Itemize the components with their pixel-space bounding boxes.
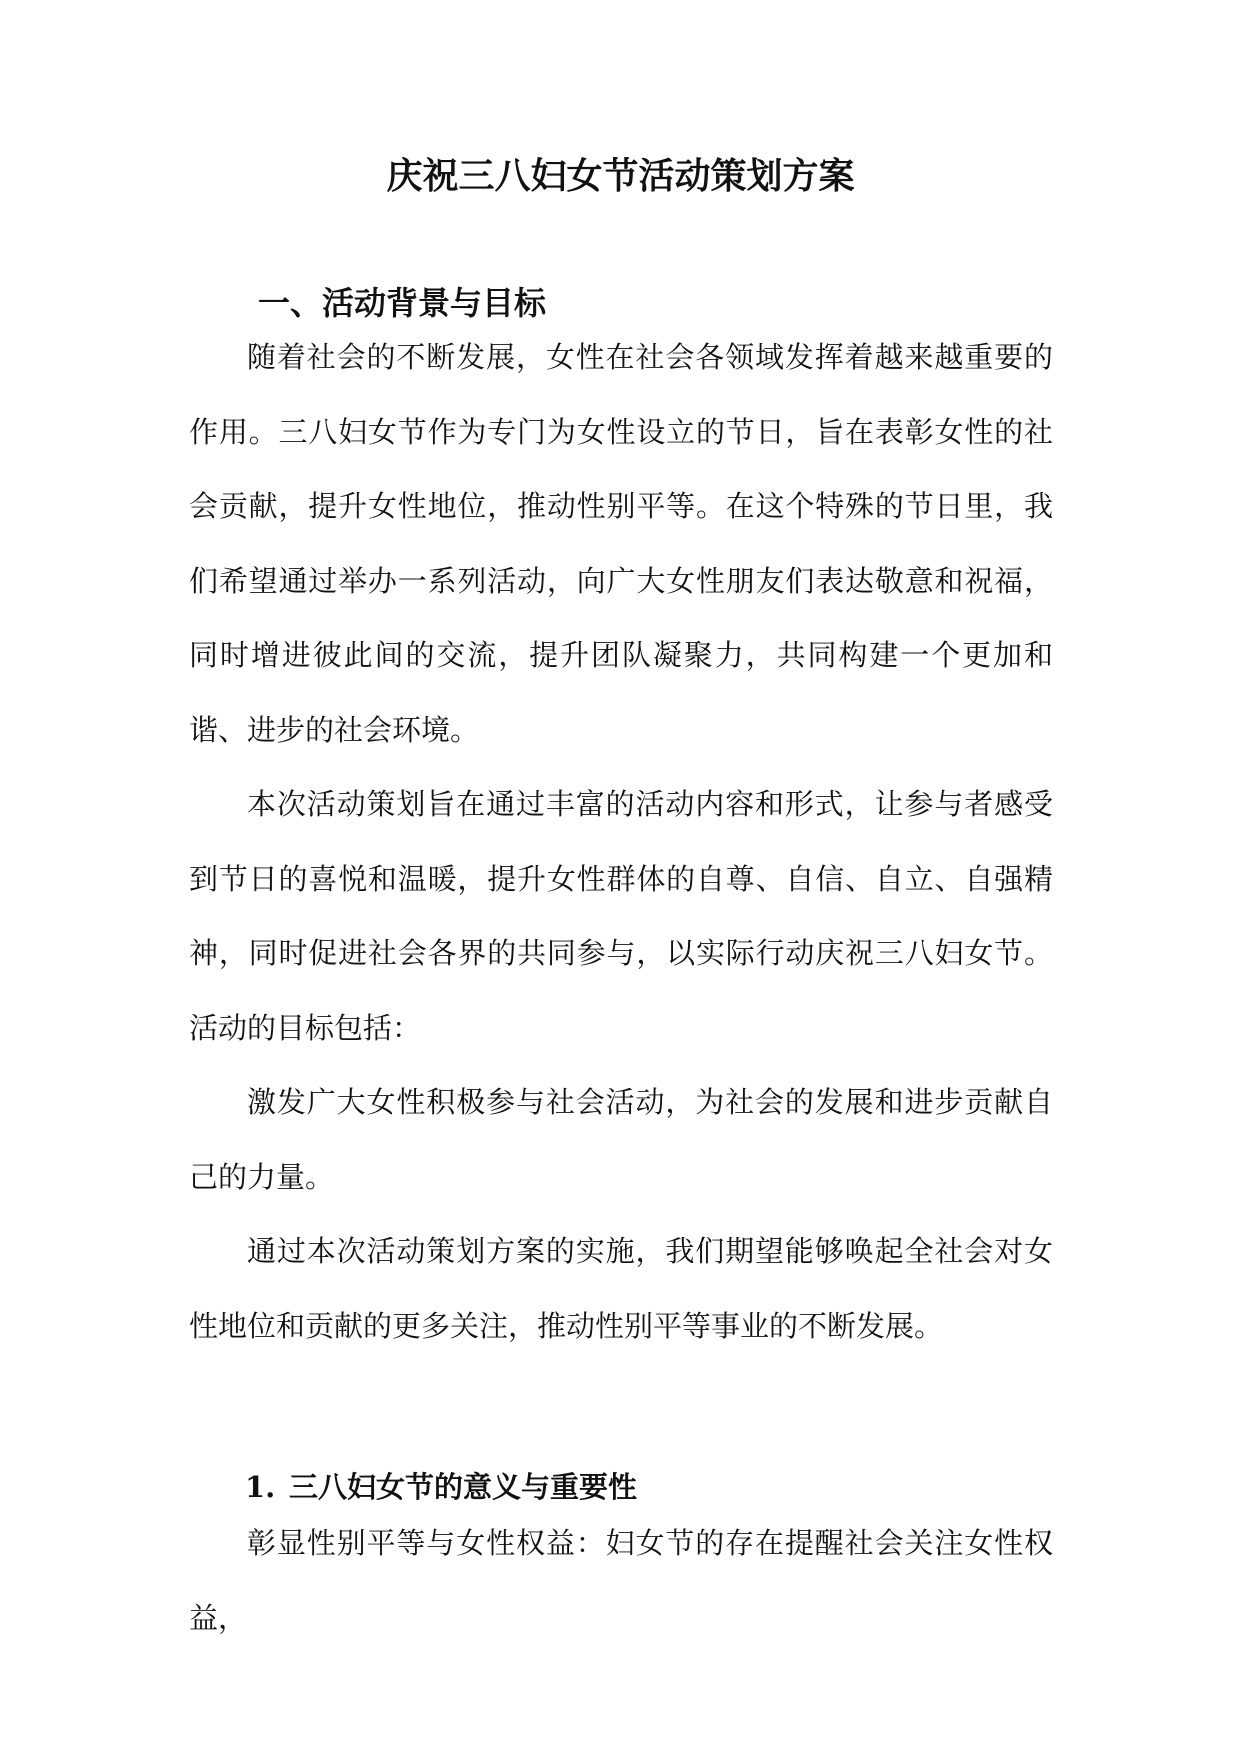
subsection-heading-text: 三八妇女节的意义与重要性: [289, 1470, 638, 1504]
subsection-body: [189, 1506, 1053, 1655]
paragraph-expectation: 通过本次活动策划方案的实施，我们期望能够唤起全社会对女性地位和贡献的更多关注，推动性别平等事业的不断发展。: [189, 1234, 1053, 1343]
document-title: 庆祝三八妇女节活动策划方案: [386, 155, 855, 197]
section-body: [189, 320, 1053, 1363]
paragraph-gender-equality: 彰显性别平等与女性权益：妇女节的存在提醒社会关注女性权益，: [189, 1526, 1053, 1635]
subsection-number: 1.: [245, 1470, 276, 1504]
paragraph-background: 随着社会的不断发展，女性在社会各领域发挥着越来越重要的作用。三八妇女节作为专门为女性设立的节日，旨在表彰女性的社会贡献，提升女性地位，推动性别平等。在这个特殊的节日里，我们希望通过举办一系列活动，向广大女性朋友们表达敬意和祝福，同时增进彼此间的交流，提升团队凝聚力，共同构建一个更加和谐、进步的社会环境。: [189, 340, 1053, 747]
paragraph-goal-item: 激发广大女性积极参与社会活动，为社会的发展和进步贡献自己的力量。: [189, 1085, 1053, 1194]
subsection-heading-significance: [245, 1465, 637, 1509]
paragraph-purpose: 本次活动策划旨在通过丰富的活动内容和形式，让参与者感受到节日的喜悦和温暖，提升女性群体的自尊、自信、自立、自强精神，同时促进社会各界的共同参与，以实际行动庆祝三八妇女节。活动的目标包括：: [189, 787, 1053, 1045]
section-heading-background-goals: 一、活动背景与目标: [258, 284, 547, 322]
